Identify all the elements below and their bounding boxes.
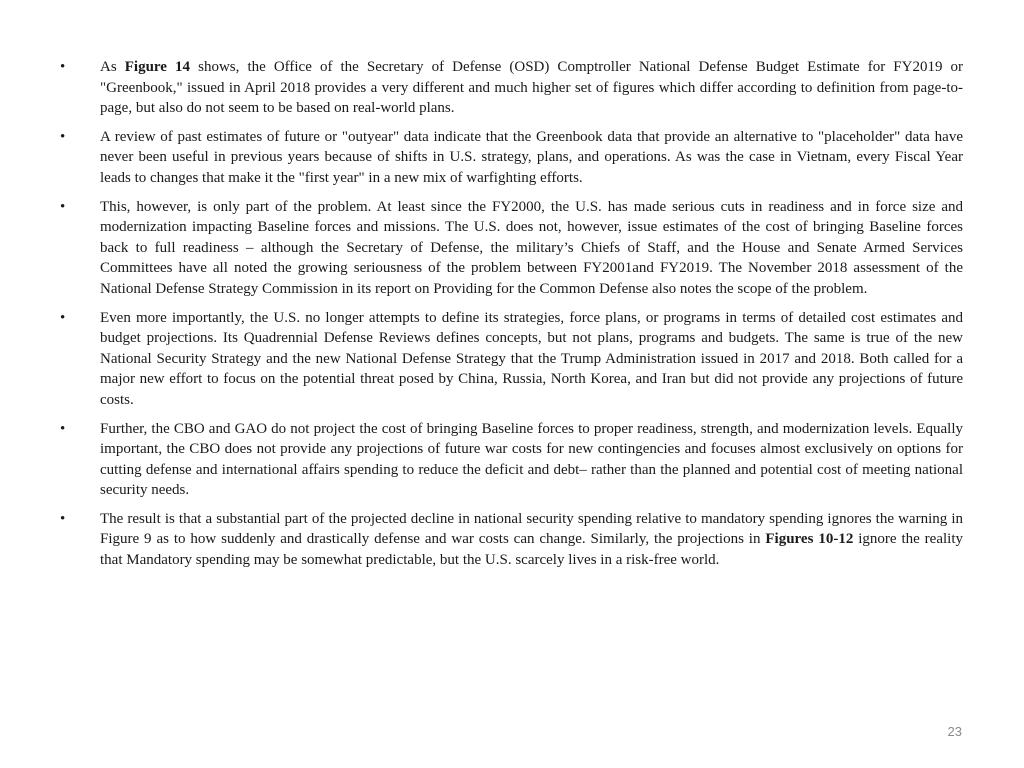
- bullet-text: [100, 511, 963, 568]
- bullet-text: [100, 199, 963, 297]
- bullet-item: [0, 197, 963, 300]
- text-segment: This, however, is only part of the problem. At least since the FY2000, the U.S. has made serious cuts in readiness and in force size and modernization impacting Baseline forces and missions. The U.S. does not, however, issue estimates of the cost of bringing Baseline forces back to full readiness – although the Secretary of Defense, the military’s Chiefs of Staff, and the House and Senate Armed Services Committees have all noted the growing seriousness of the problem between FY2001and FY2019. The November 2018 assessment of the National Defense Strategy Commission in its report on Providing for the Common Defense also notes the scope of the problem.: [100, 198, 963, 297]
- text-segment: shows, the Office of the Secretary of Defense (OSD) Comptroller National Defense Budget Estimate for FY2019 or "Greenbook," issued in April 2018 provides a very different and much higher set of figures which differ according to definition from page-to-page, but also do not seem to be based on real-world plans.: [100, 59, 964, 117]
- text-segment: Even more importantly, the U.S. no longer attempts to define its strategies, force plans, or programs in terms of detailed cost estimates and budget projections. Its Quadrennial Defense Reviews defines concepts, but not plans, programs and budgets. The same is true of the new National Security Strategy and the new National Defense Strategy that the Trump Administration issued in 2017 and 2018. Both called for a major new effort to focus on the potential threat posed by China, Russia, North Korea, and Iran but did not provide any projections of future costs.: [100, 309, 963, 408]
- bullet-item: [0, 419, 963, 501]
- bullet-marker: •: [60, 420, 66, 437]
- bullet-item: [0, 57, 963, 119]
- bullet-text: [100, 59, 963, 116]
- bullet-item: [0, 127, 963, 189]
- bullet-marker: •: [60, 309, 66, 326]
- text-segment: A review of past estimates of future or "outyear" data indicate that the Greenbook data that provide an alternative to "placeholder" data have never been useful in previous years because of shifts in U.S. strategy, plans, and operations. As was the case in Vietnam, every Fiscal Year leads to changes that make it the "first year" in a new mix of warfighting efforts.: [100, 128, 963, 186]
- bullet-marker: •: [60, 128, 66, 145]
- bullet-marker: •: [60, 510, 66, 527]
- bullet-marker: •: [60, 198, 66, 215]
- bullet-text: [100, 310, 963, 408]
- page-number: 23: [947, 724, 962, 739]
- text-segment: As: [100, 59, 125, 75]
- bullet-text: [100, 129, 963, 186]
- bullet-item: [0, 308, 963, 411]
- bullet-marker: •: [60, 59, 66, 75]
- bold-reference: Figures 10-12: [765, 531, 854, 548]
- text-segment: ignore the reality that Mandatory spending may be somewhat predictable, but the U.S. scarcely lives in a risk-free world.: [100, 531, 963, 569]
- text-segment: The result is that a substantial part of the projected decline in national security spending relative to mandatory spending ignores the warning in Figure 9 as to how suddenly and drastically defense and war costs can change. Similarly, the projections in: [100, 510, 963, 548]
- bullet-item: [0, 509, 963, 571]
- bullet-list: [0, 57, 963, 571]
- text-segment: Further, the CBO and GAO do not project the cost of bringing Baseline forces to proper readiness, strength, and modernization levels. Equally important, the CBO does not provide any projections of future war costs for new contingencies and focuses almost exclusively on options for cutting defense and international affairs spending to reduce the deficit and debt– rather than the planned and potential cost of meeting national security needs.: [100, 420, 963, 499]
- bullet-text: [100, 421, 963, 499]
- bold-reference: Figure 14: [124, 59, 191, 75]
